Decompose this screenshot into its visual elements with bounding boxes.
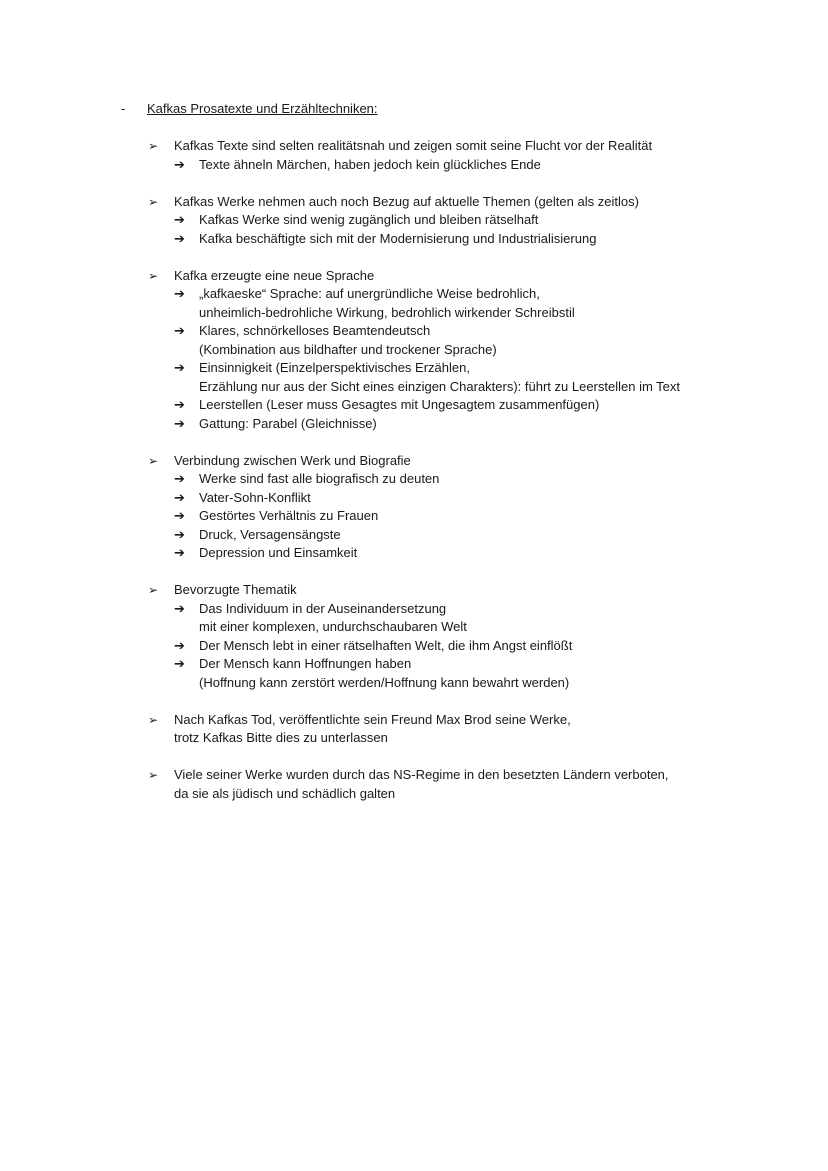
right-arrow-icon: ➔ xyxy=(174,508,185,523)
list-item-text: Bevorzugte Thematik xyxy=(174,582,297,597)
sub-item-content xyxy=(199,156,788,175)
right-arrow-icon: ➔ xyxy=(174,637,185,653)
list-item xyxy=(148,267,788,434)
bullet-arrowhead-icon: ➢ xyxy=(148,583,159,597)
sub-item xyxy=(174,156,788,175)
sub-item-text: Druck, Versagensängste xyxy=(199,526,341,542)
bullet-list xyxy=(148,137,788,822)
list-item xyxy=(148,581,788,692)
sub-item-text: Kafka beschäftigte sich mit der Modernisierung und Industrialisierung xyxy=(199,230,597,246)
right-arrow-icon: ➔ xyxy=(174,471,185,486)
sub-item-text: Texte ähneln Märchen, haben jedoch kein glückliches Ende xyxy=(199,156,541,172)
list-item-text: Nach Kafkas Tod, veröffentlichte sein Freund Max Brod seine Werke, xyxy=(174,711,571,727)
sub-item xyxy=(174,396,788,415)
sub-item xyxy=(174,285,788,322)
sub-item xyxy=(174,600,788,637)
sub-item-content xyxy=(199,396,788,415)
list-item-text: Verbindung zwischen Werk und Biografie xyxy=(174,452,411,468)
list-item-text: Kafkas Texte sind selten realitätsnah und zeigen somit seine Flucht vor der Realität xyxy=(174,138,653,153)
sub-item-text: Depression und Einsamkeit xyxy=(199,545,358,560)
sub-item-text: unheimlich-bedrohliche Wirkung, bedrohlich wirkender Schreibstil xyxy=(199,304,575,320)
list-item xyxy=(148,193,788,249)
sub-item-content xyxy=(199,507,788,526)
sub-item xyxy=(174,470,788,489)
sub-item-text: Das Individuum in der Auseinandersetzung xyxy=(199,600,447,616)
sub-item-text: Erzählung nur aus der Sicht eines einzigen Charakters): führt zu Leerstellen im Text xyxy=(199,378,681,394)
list-item xyxy=(148,711,788,748)
sub-item xyxy=(174,544,788,563)
list-item-text: Kafkas Werke nehmen auch noch Bezug auf aktuelle Themen (gelten als zeitlos) xyxy=(174,193,639,209)
heading-dash: - xyxy=(121,101,126,116)
right-arrow-icon: ➔ xyxy=(174,415,185,431)
sub-item-content xyxy=(199,415,788,434)
sub-item-content xyxy=(199,489,788,508)
sub-item-text: Klares, schnörkelloses Beamtendeutsch xyxy=(199,323,431,338)
sub-item xyxy=(174,359,788,396)
sub-item-text: Der Mensch lebt in einer rätselhaften Welt, die ihm Angst einflößt xyxy=(199,637,573,653)
heading-row xyxy=(121,100,378,119)
sub-item-content xyxy=(199,359,788,396)
list-item-content xyxy=(174,581,788,692)
right-arrow-icon: ➔ xyxy=(174,489,185,505)
right-arrow-icon: ➔ xyxy=(174,600,185,616)
right-arrow-icon: ➔ xyxy=(174,212,185,227)
bullet-arrowhead-icon: ➢ xyxy=(148,712,159,727)
sub-item-text: Kafkas Werke sind wenig zugänglich und bleiben rätselhaft xyxy=(199,212,539,227)
sub-item-text: Einsinnigkeit (Einzelperspektivisches Erzählen, xyxy=(199,360,470,375)
document-heading: Kafkas Prosatexte und Erzähltechniken: xyxy=(147,101,378,116)
right-arrow-icon: ➔ xyxy=(174,397,185,412)
sub-item xyxy=(174,322,788,359)
sub-item-content xyxy=(199,526,788,545)
right-arrow-icon: ➔ xyxy=(174,286,185,301)
sub-item-text: Werke sind fast alle biografisch zu deuten xyxy=(199,471,440,486)
sub-item xyxy=(174,655,788,692)
list-item-content xyxy=(174,711,788,748)
bullet-arrowhead-icon: ➢ xyxy=(148,453,159,468)
right-arrow-icon: ➔ xyxy=(174,360,185,375)
sub-item xyxy=(174,507,788,526)
sub-item-text: Gestörtes Verhältnis zu Frauen xyxy=(199,508,379,523)
bullet-arrowhead-icon: ➢ xyxy=(148,139,159,153)
list-item-content xyxy=(174,452,788,563)
list-item-content xyxy=(174,137,788,174)
list-item xyxy=(148,766,788,803)
sub-item xyxy=(174,230,788,249)
bullet-arrowhead-icon: ➢ xyxy=(148,194,159,209)
sub-item xyxy=(174,211,788,230)
sub-item-content xyxy=(199,285,788,322)
right-arrow-icon: ➔ xyxy=(174,656,185,671)
sub-item-content xyxy=(199,211,788,230)
sub-item-text: „kafkaeske“ Sprache: auf unergründliche Weise bedrohlich, xyxy=(199,286,540,301)
list-item-content xyxy=(174,193,788,249)
right-arrow-icon: ➔ xyxy=(174,526,185,542)
sub-item-content xyxy=(199,322,788,359)
sub-item xyxy=(174,415,788,434)
sub-item xyxy=(174,526,788,545)
sub-item-content xyxy=(199,637,788,656)
list-item-text: Viele seiner Werke wurden durch das NS-Regime in den besetzten Ländern verboten, xyxy=(174,767,669,782)
sub-item-text: Der Mensch kann Hoffnungen haben xyxy=(199,656,412,671)
sub-item xyxy=(174,489,788,508)
list-item-text: da sie als jüdisch und schädlich galten xyxy=(174,785,396,801)
list-item-content xyxy=(174,267,788,434)
sub-item-content xyxy=(199,544,788,563)
list-item xyxy=(148,452,788,563)
sub-item-text: (Hoffnung kann zerstört werden/Hoffnung kann bewahrt werden) xyxy=(199,674,570,690)
sub-item-text: Vater-Sohn-Konflikt xyxy=(199,489,311,505)
right-arrow-icon: ➔ xyxy=(174,230,185,246)
list-item-text: Kafka erzeugte eine neue Sprache xyxy=(174,267,375,283)
list-item-text: trotz Kafkas Bitte dies zu unterlassen xyxy=(174,730,388,745)
sub-item-content xyxy=(199,230,788,249)
right-arrow-icon: ➔ xyxy=(174,323,185,338)
list-item xyxy=(148,137,788,174)
sub-item-text: mit einer komplexen, undurchschaubaren Welt xyxy=(199,619,467,634)
sub-item-content xyxy=(199,470,788,489)
right-arrow-icon: ➔ xyxy=(174,545,185,560)
right-arrow-icon: ➔ xyxy=(174,156,185,172)
sub-item xyxy=(174,637,788,656)
sub-item-text: (Kombination aus bildhafter und trockener Sprache) xyxy=(199,341,497,357)
bullet-arrowhead-icon: ➢ xyxy=(148,268,159,283)
bullet-arrowhead-icon: ➢ xyxy=(148,768,159,782)
sub-item-content xyxy=(199,655,788,692)
sub-item-text: Leerstellen (Leser muss Gesagtes mit Ungesagtem zusammenfügen) xyxy=(199,397,600,412)
sub-item-text: Gattung: Parabel (Gleichnisse) xyxy=(199,415,377,431)
list-item-content xyxy=(174,766,788,803)
sub-item-content xyxy=(199,600,788,637)
